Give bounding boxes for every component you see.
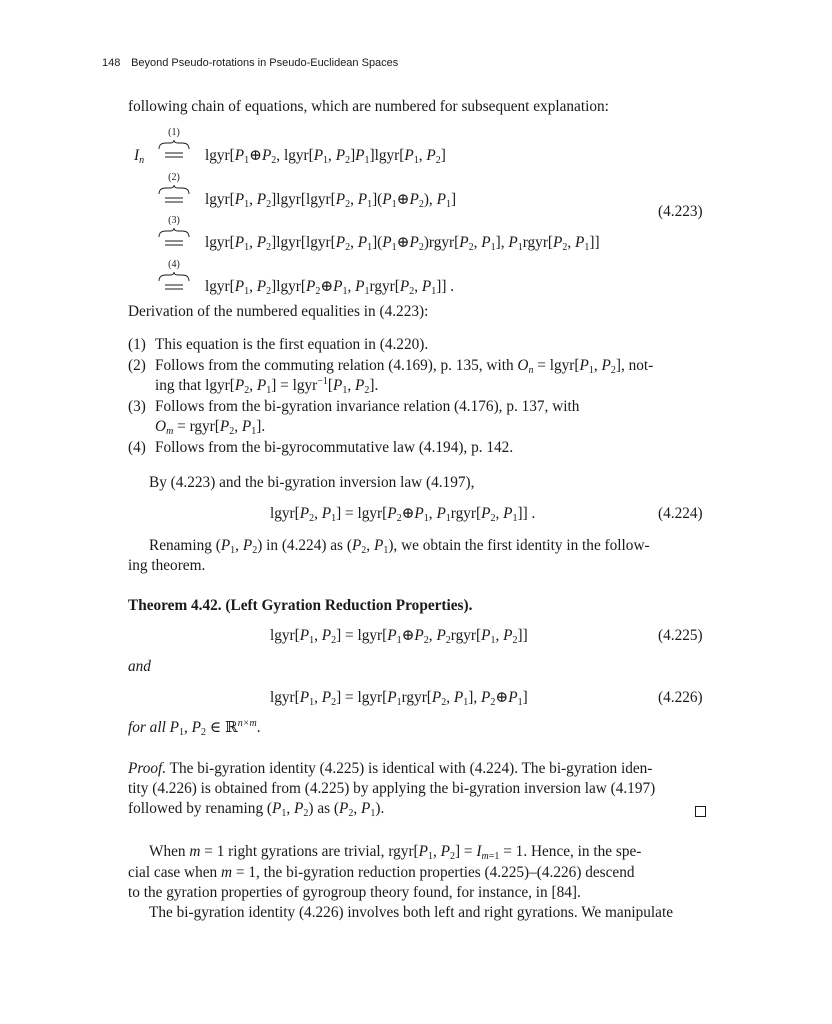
overbrace-eq-icon <box>157 228 191 250</box>
equation-4224: $lgyr[P_2$, $P_1$] = $lgyr[P_2\oplus P_1$, $P_1rgyr[P_2$, $P_1$]] . <box>270 505 536 524</box>
running-title: Beyond Pseudo-rotations in Pseudo-Euclidean Spaces <box>131 57 399 69</box>
proof-line-3: followed by renaming ($P_1$, $P_2$) as ($P_2$, $P_1$). <box>128 800 385 819</box>
intro-line: following chain of equations, which are numbered for subsequent explanation: <box>128 98 609 115</box>
proof-line-2: tity (4.226) is obtained from (4.225) by applying the bi-gyration inversion law (4.197) <box>128 780 656 797</box>
equation-number: (4.225) <box>658 627 703 644</box>
when-line-1: When m = 1 right gyrations are trivial, $rgyr[P_1$, $P_2] = I_{m=1} = 1$. Hence, in the spe- <box>149 843 642 862</box>
paragraph-by: By (4.223) and the bi-gyration inversion law (4.197), <box>149 474 475 491</box>
eq-mark-3: (3) <box>168 215 180 226</box>
overbrace-eq-icon <box>157 185 191 207</box>
list-label-1: (1) <box>128 336 146 353</box>
renaming-line-2: ing theorem. <box>128 557 206 574</box>
chain-line-2: $lgyr[P_1$, $P_2]lgyr[lgyr[P_2$, $P_1](P_1\oplus P_2)$, $P_1$] <box>205 191 457 210</box>
equation-4225: $lgyr[P_1$, $P_2$] = $lgyr[P_1\oplus P_2$, $P_2rgyr[P_1$, $P_2$]] <box>270 627 528 646</box>
eq-mark-1: (1) <box>168 127 180 138</box>
page-number: 148 <box>102 57 121 69</box>
list-label-3: (3) <box>128 398 146 415</box>
list-item-2-line-2: ing that $lgyr[P_2$, $P_1$] = $lgyr^{-1}[P_1$, $P_2$]. <box>155 376 379 396</box>
derivation-heading: Derivation of the numbered equalities in (4.223): <box>128 303 429 320</box>
theorem-title: Theorem 4.42. (Left Gyration Reduction Properties). <box>128 597 473 614</box>
list-item-3-line-2: $O_m$ = $rgyr[P_2$, $P_1$]. <box>155 418 266 437</box>
renaming-line-1: Renaming ($P_1$, $P_2$) in (4.224) as ($P_2$, $P_1$), we obtain the first identity in the follow- <box>149 537 650 556</box>
and-word: and <box>128 658 151 675</box>
chain-lhs: $I_n$ <box>134 147 145 166</box>
list-label-2: (2) <box>128 357 146 374</box>
eq-mark-2: (2) <box>168 172 180 183</box>
proof-line-1: Proof. The bi-gyration identity (4.225) is identical with (4.224). The bi-gyration iden- <box>128 760 653 777</box>
equation-number: (4.224) <box>658 505 703 522</box>
list-item-3-line-1: Follows from the bi-gyration invariance relation (4.176), p. 137, with <box>155 398 580 415</box>
last-line: The bi-gyration identity (4.226) involves both left and right gyrations. We manipulate <box>149 904 673 921</box>
eq-mark-4: (4) <box>168 259 180 270</box>
for-all-line: for all $P_1$, $P_2$ ∈ ℝ$^{n\times m}$. <box>128 718 261 738</box>
list-label-4: (4) <box>128 439 146 456</box>
chain-line-3: $lgyr[P_1$, $P_2]lgyr[lgyr[P_2$, $P_1](P_1\oplus P_2)rgyr[P_2$, $P_1$], $P_1rgyr[P_2$, $P_1$]] <box>205 234 600 253</box>
overbrace-eq-icon <box>157 272 191 294</box>
when-line-2: cial case when m = 1, the bi-gyration reduction properties (4.225)–(4.226) descend <box>128 864 635 881</box>
equation-number: (4.226) <box>658 689 703 706</box>
overbrace-eq-icon <box>157 140 191 162</box>
chain-line-1: $lgyr[P_1\oplus P_2$, $lgyr[P_1$, $P_2]P_1]lgyr[P_1$, $P_2$] <box>205 147 446 166</box>
list-item-1: This equation is the first equation in (4.220). <box>155 336 429 353</box>
chain-line-4: $lgyr[P_1$, $P_2]lgyr[P_2\oplus P_1$, $P_1rgyr[P_2$, $P_1$]] . <box>205 278 455 297</box>
running-head <box>102 57 398 69</box>
equation-number: (4.223) <box>658 203 703 220</box>
list-item-2-line-1: Follows from the commuting relation (4.169), p. 135, with $O_n$ = $lgyr[P_1$, $P_2$], not- <box>155 357 654 376</box>
list-item-4: Follows from the bi-gyrocommutative law (4.194), p. 142. <box>155 439 514 456</box>
when-line-3: to the gyration properties of gyrogroup theory found, for instance, in [84]. <box>128 884 581 901</box>
qed-icon <box>695 804 706 822</box>
equation-4226: $lgyr[P_1$, $P_2$] = $lgyr[P_1rgyr[P_2$, $P_1$], $P_2\oplus P_1$] <box>270 689 528 708</box>
